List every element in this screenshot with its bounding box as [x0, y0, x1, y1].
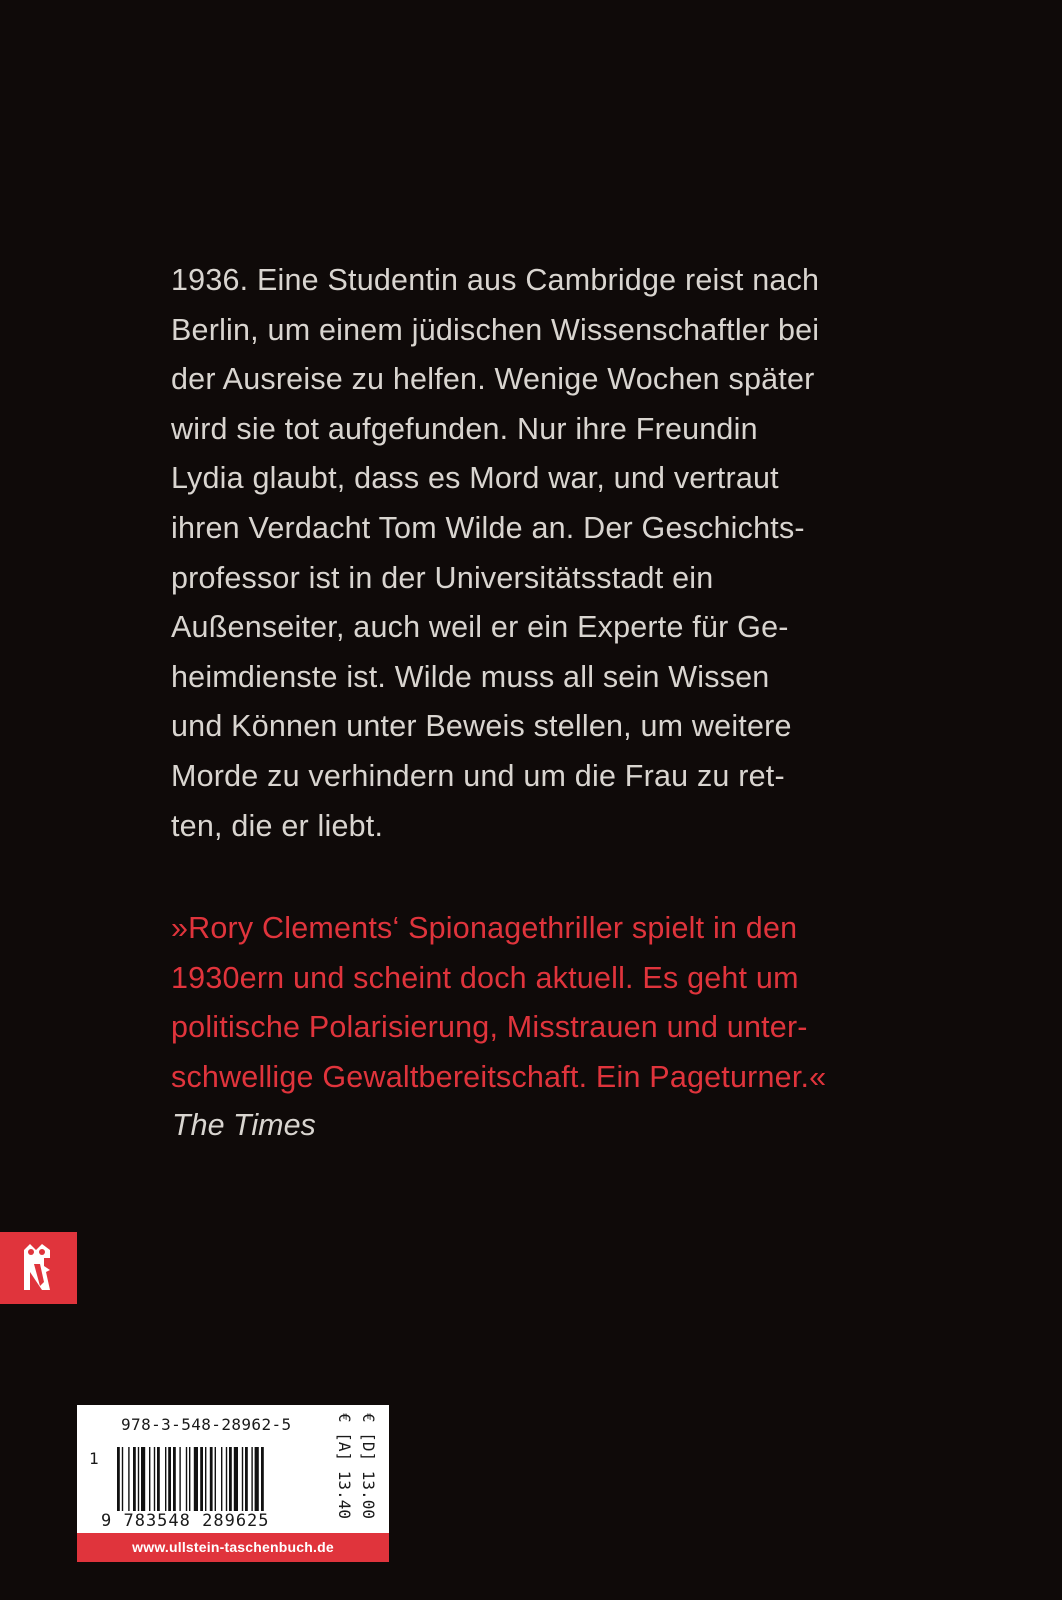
quote-line: schwellige Gewaltbereitschaft. Ein Pageturner.« [171, 1059, 827, 1094]
blurb-line: Lydia glaubt, dass es Mord war, und vertraut [171, 461, 779, 496]
blurb-line: wird sie tot aufgefunden. Nur ihre Freundin [171, 411, 758, 446]
blurb-line: ihren Verdacht Tom Wilde an. Der Geschichts- [171, 510, 805, 545]
price-austria-text: € [A] 13.40 [335, 1413, 354, 1519]
publisher-logo [0, 1232, 77, 1304]
quote-source: The Times [172, 1108, 316, 1142]
isbn-number: 978-3-548-28962-5 [121, 1415, 292, 1434]
price-austria [334, 1413, 356, 1533]
price-germany-text: € [D] 13.00 [359, 1413, 378, 1519]
barcode-lead-digit: 1 [89, 1449, 99, 1468]
press-quote [171, 904, 911, 1102]
blurb-line: Berlin, um einem jüdischen Wissenschaftler bei [171, 312, 820, 347]
barcode-panel [77, 1405, 389, 1562]
price-germany [358, 1413, 380, 1533]
blurb-text [171, 256, 891, 851]
quote-line: 1930ern und scheint doch aktuell. Es geht um [171, 960, 799, 995]
blurb-line: der Ausreise zu helfen. Wenige Wochen später [171, 362, 815, 397]
owl-logo-icon [20, 1242, 56, 1294]
blurb-line: 1936. Eine Studentin aus Cambridge reist nach [171, 263, 820, 297]
quote-line: »Rory Clements‘ Spionagethriller spielt in den [171, 911, 798, 945]
blurb-line: ten, die er liebt. [171, 808, 384, 843]
blurb-line: und Können unter Beweis stellen, um weitere [171, 709, 792, 744]
blurb-line: heimdienste ist. Wilde muss all sein Wissen [171, 659, 770, 694]
blurb-line: Morde zu verhindern und um die Frau zu ret- [171, 758, 785, 793]
blurb-line: professor ist in der Universitätsstadt ein [171, 560, 714, 595]
blurb-line: Außenseiter, auch weil er ein Experte für Ge- [171, 610, 789, 645]
barcode-digits: 9 783548 289625 [101, 1511, 270, 1531]
quote-line: politische Polarisierung, Misstrauen und unter- [171, 1010, 808, 1045]
publisher-url[interactable]: www.ullstein-taschenbuch.de [77, 1533, 389, 1562]
